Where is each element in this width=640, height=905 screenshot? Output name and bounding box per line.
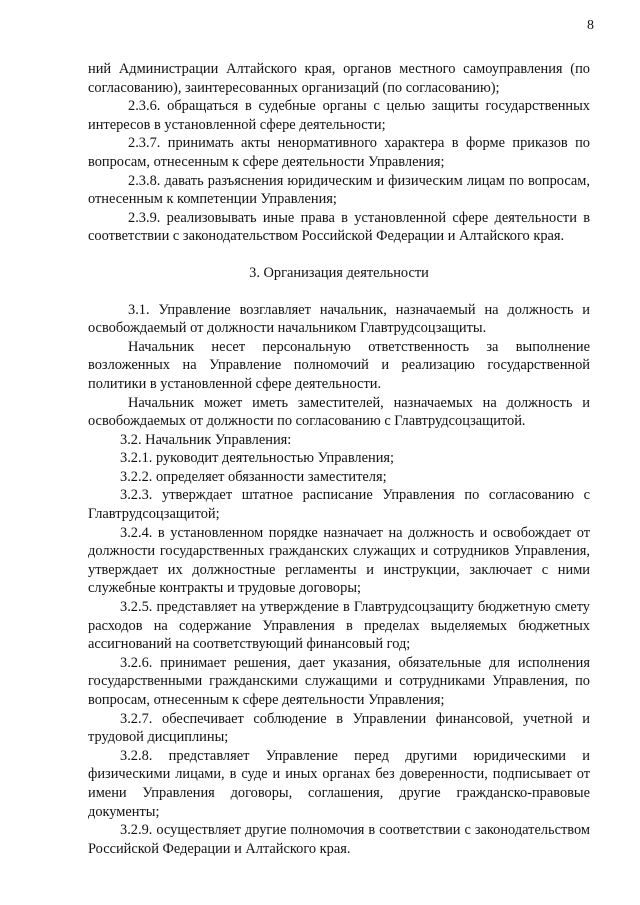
paragraph-3-1: 3.1. Управление возглавляет начальник, назначаемый на должность и освобождаемый от должности начальником Главтрудсоцзащиты. bbox=[88, 301, 590, 337]
paragraph-2-3-6: 2.3.6. обращаться в судебные органы с целью защиты государственных интересов в установленной сфере деятельности; bbox=[88, 98, 590, 133]
paragraph-3-2-3: 3.2.3. утверждает штатное расписание Управления по согласованию с Главтрудсоцзащитой; bbox=[88, 487, 590, 523]
paragraph-head-responsibility: Начальник несет персональную ответственность за выполнение возложенных на Управление полномочий и реализацию государственной политики в установленной сфере деятельности. bbox=[88, 338, 590, 392]
paragraph-deputies: Начальник может иметь заместителей, назначаемых на должность и освобождаемых от должности по согласованию с Главтрудсоцзащитой. bbox=[88, 394, 590, 430]
section-title: 3. Организация деятельности bbox=[249, 264, 429, 281]
paragraph-2-3-8: 2.3.8. давать разъяснения юридическим и физическим лицам по вопросам, отнесенным к компетенции Управления; bbox=[88, 172, 590, 208]
paragraph-3-2-5: 3.2.5. представляет на утверждение в Главтрудсоцзащиту бюджетную смету расходов на содержание Управления в пределах выделяемых бюджетных ассигнований на соответствующий финансовый год; bbox=[88, 599, 590, 653]
paragraph-2-3-7: 2.3.7. принимать акты ненормативного характера в форме приказов по вопросам, отнесенным к сфере деятельности Управления; bbox=[88, 135, 590, 170]
paragraph-continuation: ний Администрации Алтайского края, органов местного самоуправления (по согласованию), заинтересованных организаций (по согласованию); bbox=[88, 61, 590, 96]
paragraph-3-2-6: 3.2.6. принимает решения, дает указания, обязательные для исполнения государственными гражданскими служащими и сотрудниками Управления, по вопросам, отнесенным к сфере деятельности Управления; bbox=[88, 654, 590, 708]
paragraph-3-2-7: 3.2.7. обеспечивает соблюдение в Управлении финансовой, учетной и трудовой дисциплины; bbox=[88, 710, 590, 746]
paragraph-3-2: 3.2. Начальник Управления: bbox=[120, 431, 292, 448]
paragraph-3-2-9: 3.2.9. осуществляет другие полномочия в соответствии с законодательством Российской Федерации и Алтайского края. bbox=[88, 822, 590, 857]
paragraph-3-2-4: 3.2.4. в установленном порядке назначает на должность и освобождает от должности государственных гражданских служащих и сотрудников Управления, утверждает их должностные регламенты и инструкции, заключает с ними служебные контракты и трудовые договоры; bbox=[88, 524, 590, 597]
paragraph-2-3-9: 2.3.9. реализовывать иные права в установленной сфере деятельности в соответствии с законодательством Российской Федерации и Алтайского края. bbox=[88, 209, 590, 245]
paragraph-3-2-2: 3.2.2. определяет обязанности заместителя; bbox=[120, 468, 387, 485]
document-body bbox=[88, 60, 590, 858]
paragraph-3-2-1: 3.2.1. руководит деятельностью Управления; bbox=[120, 450, 395, 467]
paragraph-3-2-8: 3.2.8. представляет Управление перед другими юридическими и физическими лицами, в суде и иных органах без доверенности, подписывает от имени Управления договоры, соглашения, другие гражданско-правовые документы; bbox=[88, 747, 590, 820]
page-number: 8 bbox=[587, 18, 594, 33]
